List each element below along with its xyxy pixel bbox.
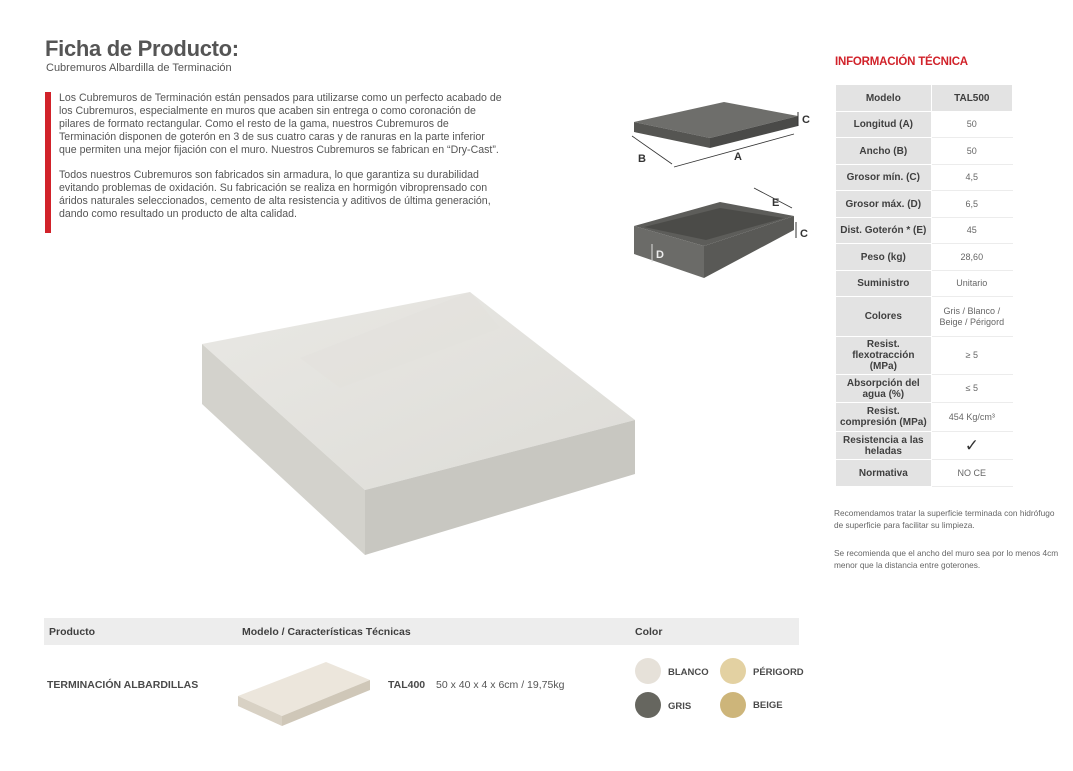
spec-key: Dist. Goterón * (E) [836,218,932,244]
spec-table-header [836,85,1013,112]
page-title: Ficha de Producto: [45,36,239,61]
spec-value: ≥ 5 [931,337,1012,375]
label-b: B [638,153,646,165]
spec-row [836,165,1013,191]
spec-key: Absorpción del agua (%) [836,375,932,403]
page-subtitle: Cubremuros Albardilla de Terminación [46,62,232,74]
spec-row [836,244,1013,271]
spec-value: 4,5 [931,165,1012,191]
color-swatch-blanco [635,658,661,684]
dimension-diagram-top [628,94,818,174]
spec-row [836,191,1013,218]
check-icon: ✓ [931,432,1012,460]
product-photo [180,268,650,568]
spec-value: ≤ 5 [931,375,1012,403]
spec-key: Resist. flexotracción (MPa) [836,337,932,375]
label-c-2: C [800,228,808,240]
color-label-blanco: BLANCO [668,667,709,678]
spec-value: Gris / Blanco / Beige / Périgord [931,297,1012,337]
color-label-gris: GRIS [668,701,692,712]
spec-row [836,403,1013,432]
product-model: TAL400 [388,679,426,691]
dimension-diagram-bottom [628,186,818,278]
label-e: E [772,197,780,209]
spec-value: 50 [931,112,1012,138]
product-name: TERMINACIÓN ALBARDILLAS [47,679,199,691]
color-swatch-beige [720,692,746,718]
spec-key: Grosor máx. (D) [836,191,932,218]
spec-key: Resist. compresión (MPa) [836,403,932,432]
product-description [45,92,505,233]
column-color: Color [635,626,663,638]
spec-row [836,460,1013,487]
color-label-beige: BEIGE [753,700,783,711]
column-model: Modelo / Características Técnicas [242,626,411,638]
wall-width-note: Se recomienda que el ancho del muro sea por lo menos 4cm menor que la distancia entre goterones. [834,548,1059,570]
spec-value: 6,5 [931,191,1012,218]
color-swatch-perigord [720,658,746,684]
spec-row [836,138,1013,165]
spec-key: Resistencia a las heladas [836,432,932,460]
spec-row [836,218,1013,244]
spec-table [835,84,1013,487]
spec-value: Unitario [931,271,1012,297]
spec-row [836,112,1013,138]
spec-value: 28,60 [931,244,1012,271]
column-product: Producto [49,626,96,638]
product-dimensions: 50 x 40 x 4 x 6cm / 19,75kg [436,679,565,691]
spec-row [836,375,1013,403]
spec-row [836,337,1013,375]
spec-value: 50 [931,138,1012,165]
spec-key: Peso (kg) [836,244,932,271]
label-a: A [734,151,742,163]
color-label-perigord: PÉRIGORD [753,667,804,678]
spec-key: Normativa [836,460,932,487]
spec-header-value: TAL500 [931,85,1012,112]
description-paragraph-1: Los Cubremuros de Terminación están pensados para utilizarse como un perfecto acabado de los Cubremuros, especialmente en muros que acaben sin entrega o como coronación de pilares de formato rectangular. Como el resto de la gama, nuestros Cubremuros de Terminación disponen de goterón en 3 de sus cuatro caras y de ranuras en la parte inferior que permiten una mejor fijación con el muro. Nuestros Cubremuros se fabrican en “Dry-Cast”. [59,92,502,156]
spec-key: Grosor mín. (C) [836,165,932,191]
spec-value: NO CE [931,460,1012,487]
technical-info-title: INFORMACIÓN TÉCNICA [835,56,968,68]
spec-key: Ancho (B) [836,138,932,165]
product-table-header [44,618,799,645]
spec-row [836,271,1013,297]
spec-key: Suministro [836,271,932,297]
label-d: D [656,249,664,261]
spec-value: 454 Kg/cm³ [931,403,1012,432]
spec-row [836,297,1013,337]
color-swatch-gris [635,692,661,718]
spec-value: 45 [931,218,1012,244]
spec-row [836,432,1013,460]
spec-key: Longitud (A) [836,112,932,138]
product-thumbnail [234,656,374,730]
description-paragraph-2: Todos nuestros Cubremuros son fabricados sin armadura, lo que garantiza su durabilidad evitando problemas de oxidación. Su fabricación se realiza en hormigón vibroprensado con áridos naturales seleccionados, cemento de alta resistencia y aditivos de última generación, dando como resultado un producto de alta calidad. [59,169,491,220]
spec-header-key: Modelo [836,85,932,112]
label-c: C [802,114,810,126]
spec-key: Colores [836,297,932,337]
maintenance-note: Recomendamos tratar la superficie terminada con hidrófugo de superficie para facilitar su limpieza. [834,508,1055,530]
